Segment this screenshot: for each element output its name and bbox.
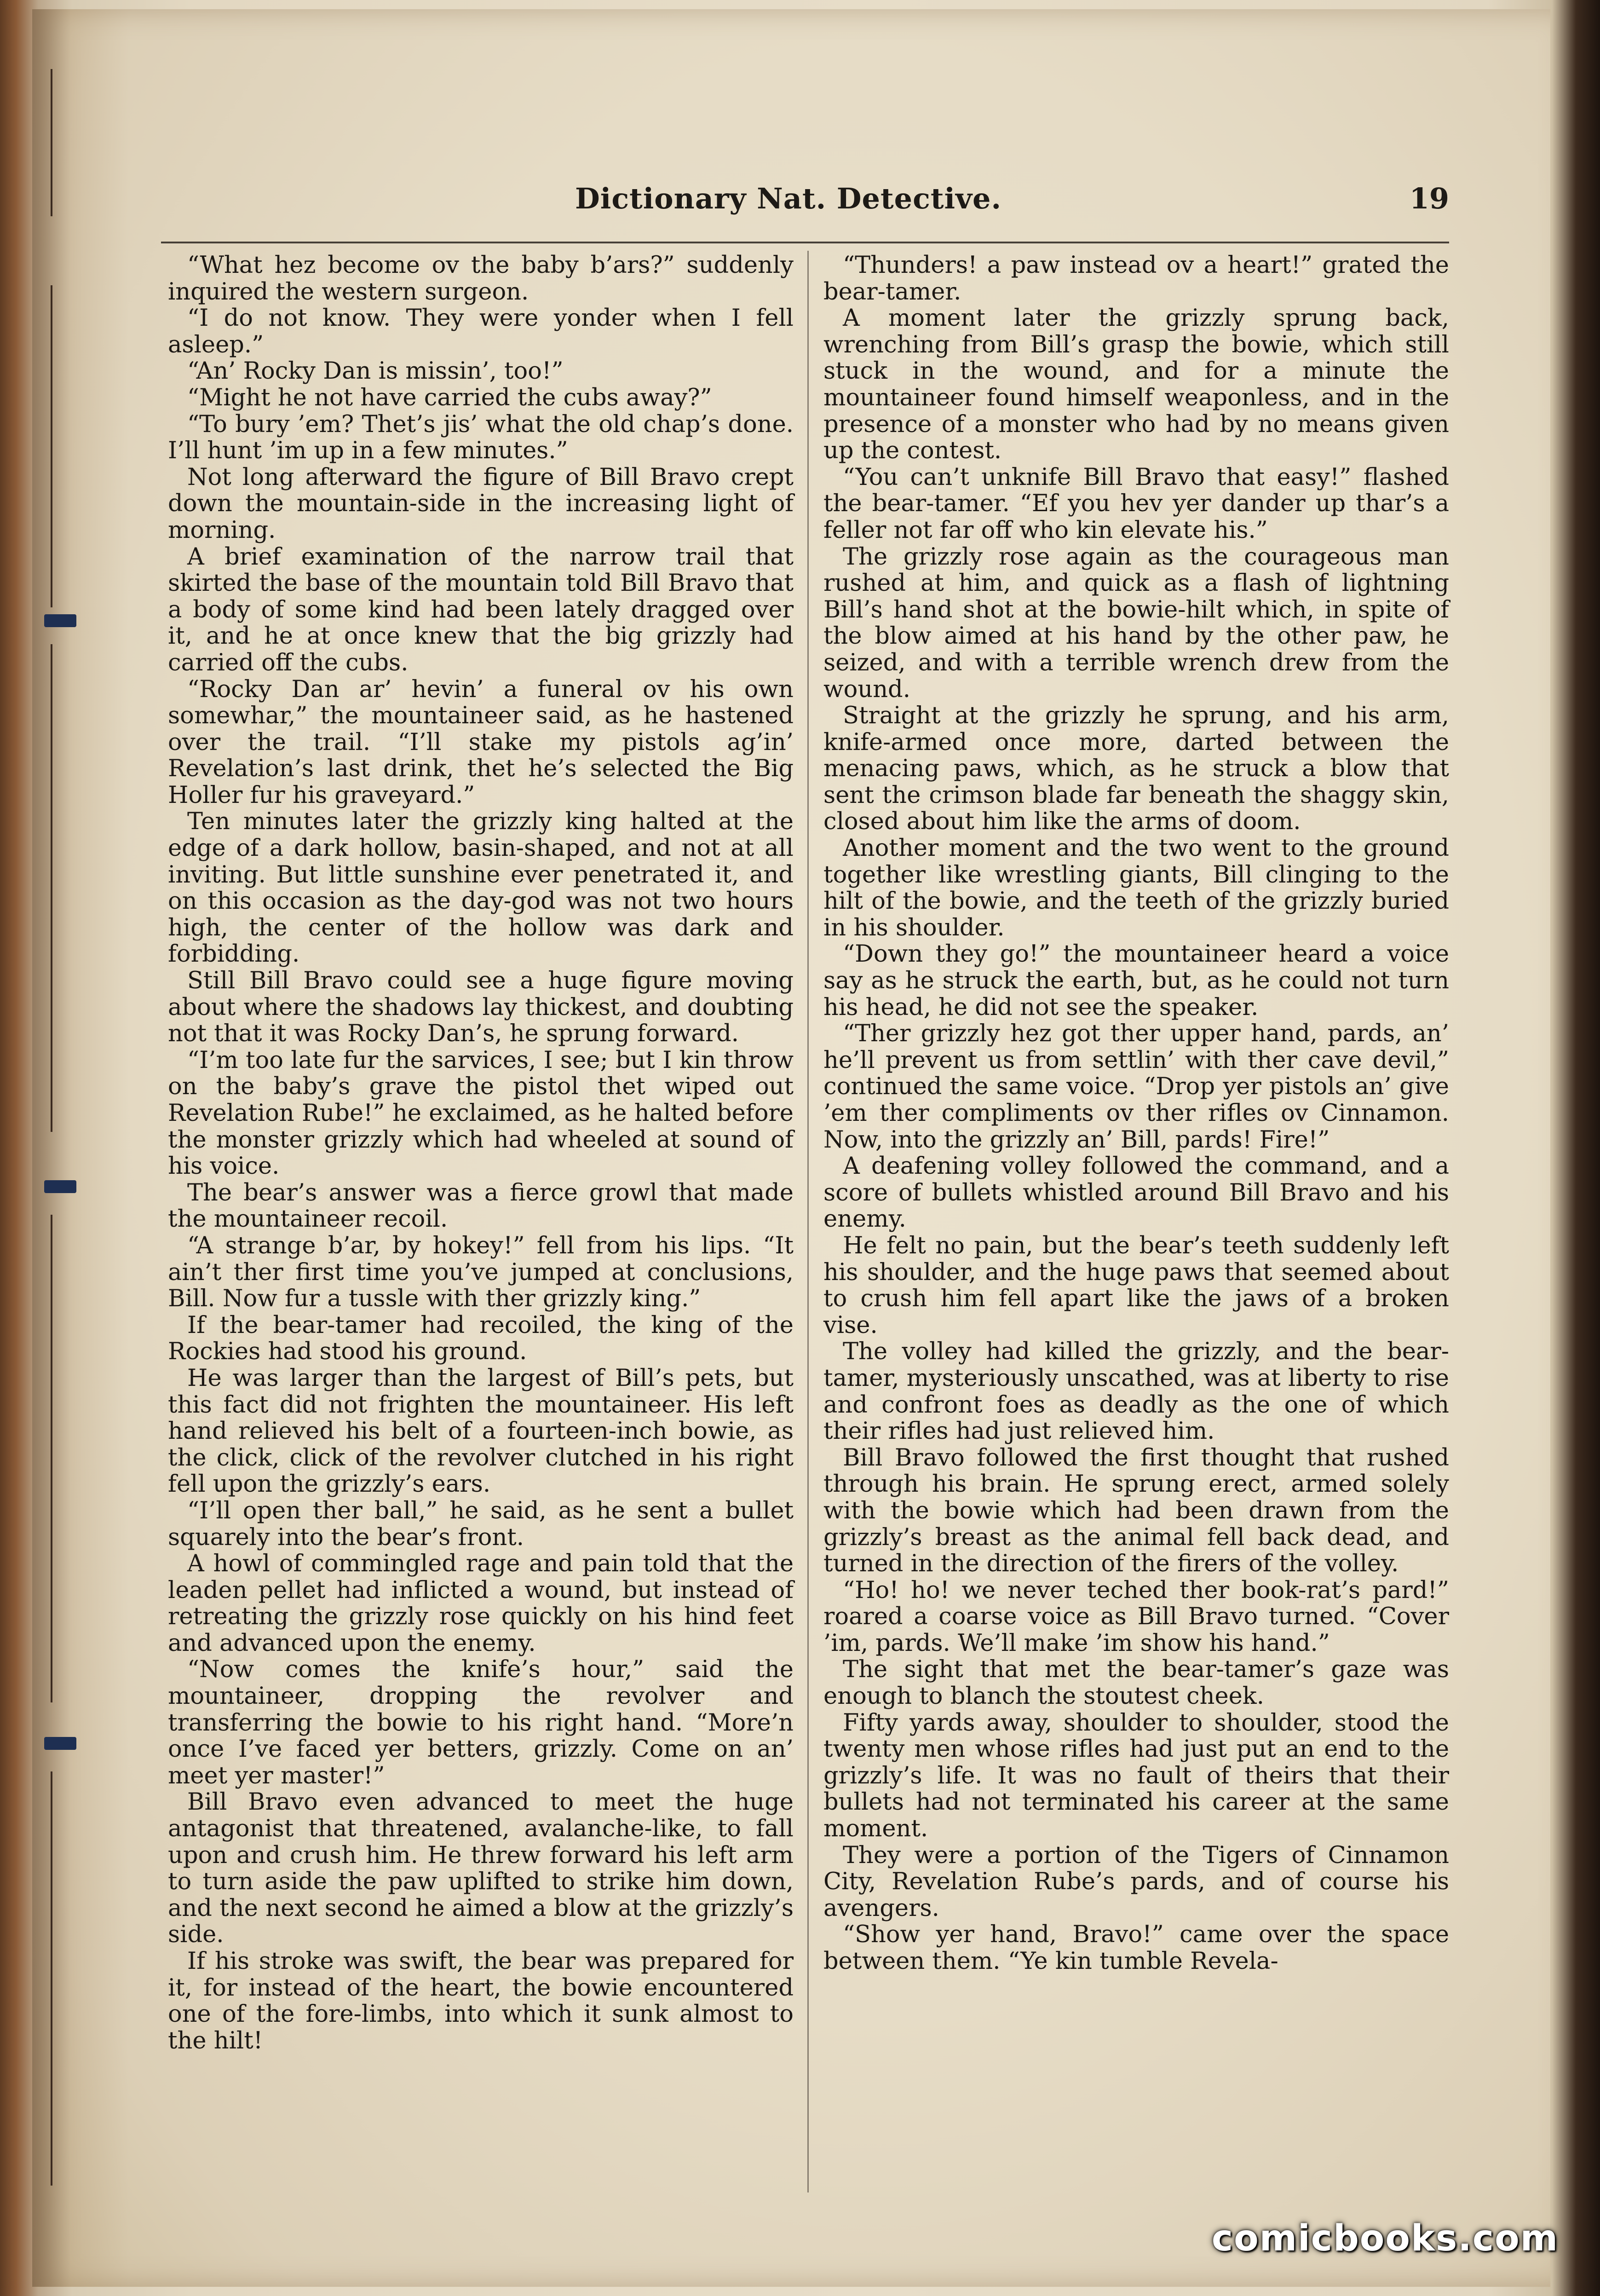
running-title: Dictionary Nat. Detective. [575, 182, 1002, 215]
binding-stitch [51, 644, 52, 1132]
paragraph: The grizzly rose again as the courageous man rushed at him, and quick as a flash of lightning Bill’s hand shot at the bowie-hilt which, in spite of the blow aimed at his hand by the other paw, he seized, and with a terrible wrench drew from the wound. [823, 543, 1449, 703]
paragraph: Not long afterward the figure of Bill Bravo crept down the mountain-side in the increasing light of morning. [168, 463, 794, 544]
page-number: 19 [1409, 182, 1449, 215]
paragraph: “An’ Rocky Dan is missin’, too!” [187, 358, 564, 385]
binding-thread [44, 614, 76, 627]
paragraph: A brief examination of the narrow trail that skirted the base of the mountain told Bill Bravo that a body of some kind had been lately dragged over it, and he at once knew that the big grizzly had carried off the cubs. [168, 543, 794, 676]
binding-stitch [51, 285, 52, 607]
paragraph: Fifty yards away, shoulder to shoulder, stood the twenty men whose rifles had just put an end to the grizzly’s life. It was no fault of theirs that their bullets had not terminated his career at the same moment. [823, 1709, 1449, 1843]
binding-thread [44, 1737, 76, 1750]
paragraph: The sight that met the bear-tamer’s gaze was enough to blanch the stoutest cheek. [823, 1656, 1449, 1710]
paragraph: “A strange b’ar, by hokey!” fell from his lips. “It ain’t ther first time you’ve jumped at conclusions, Bill. Now fur a tussle with ther grizzly king.” [168, 1232, 794, 1313]
paragraph: They were a portion of the Tigers of Cinnamon City, Revelation Rube’s pards, and of course his avengers. [823, 1841, 1449, 1922]
paragraph: Straight at the grizzly he sprung, and his arm, knife-armed once more, darted between the menacing paws, which, as he struck a blow that sent the crimson blade far beneath the shaggy skin, closed about him like the arms of doom. [823, 702, 1449, 836]
paragraph: A howl of commingled rage and pain told that the leaden pellet had inflicted a wound, but instead of retreating the grizzly rose quickly on his hind feet and advanced upon the enemy. [168, 1550, 794, 1657]
column-divider [807, 251, 809, 2192]
paragraph: He felt no pain, but the bear’s teeth suddenly left his shoulder, and the huge paws that seemed about to crush him fell apart like the jaws of a broken vise. [823, 1232, 1449, 1339]
paragraph: “Down they go!” the mountaineer heard a voice say as he struck the earth, but, as he could not turn his head, he did not see the speaker. [823, 940, 1449, 1021]
paragraph: The bear’s answer was a fierce growl that made the mountaineer recoil. [168, 1179, 794, 1233]
paragraph: If his stroke was swift, the bear was prepared for it, for instead of the heart, the bowie encountered one of the fore-limbs, into which it sunk almost to the hilt! [168, 1948, 794, 2054]
paragraph: A deafening volley followed the command, and a score of bullets whistled around Bill Bravo and his enemy. [823, 1153, 1449, 1233]
paragraph: Ten minutes later the grizzly king halted at the edge of a dark hollow, basin-shaped, and not at all inviting. But little sunshine ever penetrated it, and on this occasion as the day-god was not two hours high, the center of the hollow was dark and forbidding. [168, 808, 794, 968]
paragraph: “What hez become ov the baby b’ars?” suddenly inquired the western surgeon. [168, 252, 794, 306]
paragraph: Bill Bravo even advanced to meet the huge antagonist that threatened, avalanche-like, to fall upon and crush him. He threw forward his left arm to turn aside the paw uplifted to strike him down, and the next second he aimed a blow at the grizzly’s side. [168, 1788, 794, 1949]
paragraph: “Rocky Dan ar’ hevin’ a funeral ov his own somewhar,” the mountaineer said, as he hastened over the trail. “I’ll stake my pistols ag’in’ Revelation’s last drink, thet he’s selected the Big Holler fur his graveyard.” [168, 675, 794, 809]
binding-gutter [32, 9, 129, 2287]
paragraph: “I do not know. They were yonder when I fell asleep.” [168, 305, 794, 358]
paragraph: “To bury ’em? Thet’s jis’ what the old chap’s done. I’ll hunt ’im up in a few minutes.” [168, 410, 794, 465]
paragraph: Still Bill Bravo could see a huge figure moving about where the shadows lay thickest, and doubting not that it was Rocky Dan’s, he sprung forward. [168, 967, 794, 1048]
paragraph: “You can’t unknife Bill Bravo that easy!” flashed the bear-tamer. “Ef you hev yer dander up thar’s a feller not far off who kin elevate his.” [823, 463, 1449, 544]
paragraph: “I’ll open ther ball,” he said, as he sent a bullet squarely into the bear’s front. [168, 1497, 794, 1551]
paragraph: He was larger than the largest of Bill’s pets, but this fact did not frighten the mountaineer. His left hand relieved his belt of a fourteen-inch bowie, as the click, click of the revolver clutched in his right fell upon the grizzly’s ears. [168, 1364, 794, 1498]
binding-stitch [51, 1215, 52, 1702]
paragraph: Bill Bravo followed the first thought that rushed through his brain. He sprung erect, armed solely with the bowie which had been drawn from the grizzly’s breast as the animal fell back dead, and turned in the direction of the firers of the volley. [823, 1444, 1449, 1578]
paragraph: “Ther grizzly hez got ther upper hand, pards, an’ he’ll prevent us from settlin’ with ther cave devil,” continued the same voice. “Drop yer pistols an’ give ’em ther compliments ov ther rifles ov Cinnamon. Now, into the grizzly an’ Bill, pards! Fire!” [823, 1020, 1449, 1154]
binding-thread [44, 1180, 76, 1193]
paragraph: “Show yer hand, Bravo!” came over the space between them. “Ye kin tumble Revela- [823, 1921, 1449, 1975]
paragraph: “Thunders! a paw instead ov a heart!” grated the bear-tamer. [823, 252, 1449, 306]
paragraph: A moment later the grizzly sprung back, wrenching from Bill’s grasp the bowie, which still stuck in the wound, and for a minute the mountaineer found himself weaponless, and in the presence of a monster who had by no means given up the contest. [823, 305, 1449, 465]
right-text-column [823, 252, 1449, 1975]
watermark: comicbooks.com [1211, 2218, 1559, 2259]
page-header [529, 182, 1449, 223]
left-text-column [168, 252, 794, 2054]
paragraph: The volley had killed the grizzly, and the bear-tamer, mysteriously unscathed, was at liberty to rise and confront foes as deadly as the one of which their rifles had just relieved him. [823, 1338, 1449, 1445]
paragraph: If the bear-tamer had recoiled, the king of the Rockies had stood his ground. [168, 1311, 794, 1366]
binding-stitch [51, 69, 52, 216]
binding-stitch [51, 1771, 52, 2186]
paragraph: “Ho! ho! we never teched ther book-rat’s pard!” roared a coarse voice as Bill Bravo turned. “Cover ’im, pards. We’ll make ’im show his hand.” [823, 1576, 1449, 1657]
paragraph: Another moment and the two went to the ground together like wrestling giants, Bill clinging to the hilt of the bowie, and the teeth of the grizzly buried in his shoulder. [823, 835, 1449, 941]
paragraph: “I’m too late fur the sarvices, I see; but I kin throw on the baby’s grave the pistol thet wiped out Revelation Rube!” he exclaimed, as he halted before the monster grizzly which had wheeled at sound of his voice. [168, 1046, 794, 1180]
paragraph: “Might he not have carried the cubs away?” [187, 384, 712, 411]
paragraph: “Now comes the knife’s hour,” said the mountaineer, dropping the revolver and transferring the bowie to his right hand. “More’n once I’ve faced yer betters, grizzly. Come on an’ meet yer master!” [168, 1656, 794, 1789]
header-rule [161, 242, 1449, 243]
